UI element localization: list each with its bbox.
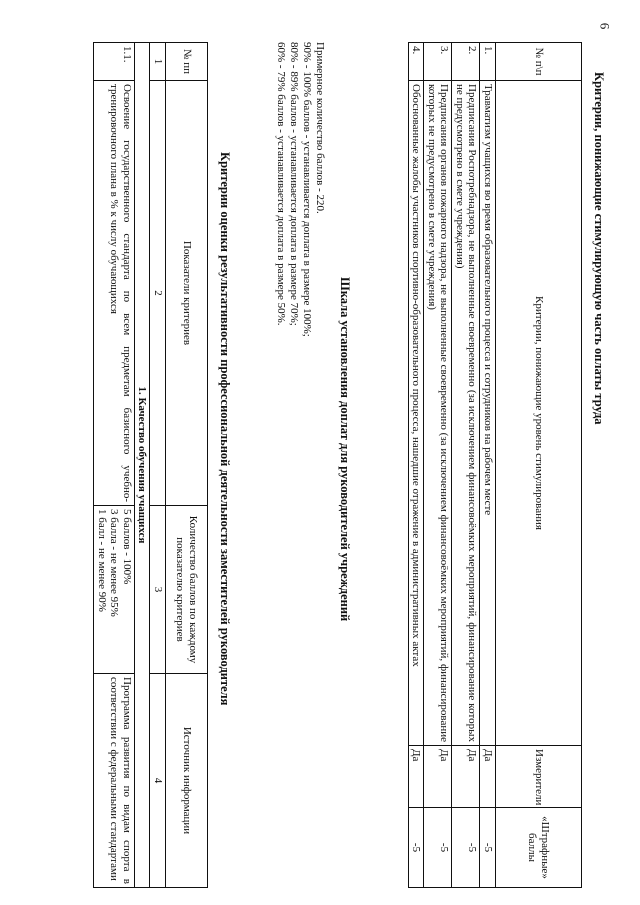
header-num: № п\п	[496, 43, 582, 81]
row-text: Травматизм учащихся во время образовательного процесса и сотрудников на рабочем месте	[480, 81, 496, 746]
page-number: 6	[597, 22, 613, 30]
row-num: 1.	[480, 43, 496, 81]
section3-title: Критерии оценки результативности профессиональной деятельности заместителей руководителя	[218, 152, 232, 706]
column-numbers-row	[150, 43, 166, 888]
row-num: 2.	[452, 43, 480, 81]
row-measure: Да	[424, 746, 452, 808]
table-row	[94, 43, 135, 888]
row-text: Предписания органов пожарного надзора, не выполненные своевременно (за исключением финансовоёмких мероприятий, финансирование которых не предусмотрено в смете учреждения)	[424, 81, 452, 746]
section2-title: Шкала установления доплат для руководителей учреждений	[338, 277, 352, 622]
points-line: 5 баллов - 100%	[121, 509, 133, 585]
row-text: Предписания Роспотребнадзора, не выполненные своевременно (за исключением финансовоёмких мероприятий, финансирование которых не предусмотрено в смете учреждения)	[452, 81, 480, 746]
row-text: Освоение государственного стандарта по всем предметам базисного учебно-тренировочного плана в % к числу обучающихся	[94, 81, 135, 506]
header-source: Источник информации	[166, 674, 208, 888]
points-line: 1 балл - не менее 90%	[96, 509, 108, 612]
header-penalty: «Штрафные» баллы	[496, 808, 582, 888]
row-text: Обоснованные жалобы участников спортивно-образовательного процесса, нашедшие отражение в административных актах	[409, 81, 425, 746]
row-points: -5	[452, 808, 480, 888]
row-points: -5	[424, 808, 452, 888]
row-measure: Да	[409, 746, 425, 808]
header-criteria: Критерии, понижающие уровень стимулирования	[496, 81, 582, 746]
row-points: -5	[409, 808, 425, 888]
col-number: 4	[150, 674, 166, 888]
row-measure: Да	[452, 746, 480, 808]
col-number: 3	[150, 506, 166, 674]
header-criteria: Показатели критериев	[166, 81, 208, 506]
scale-block	[274, 42, 326, 337]
group-title: 1. Качество обучения учащихся	[135, 43, 151, 888]
section1-title: Критерии, понижающие стимулирующую часть оплаты труда	[592, 72, 606, 425]
header-measure: Измерители	[496, 746, 582, 808]
table-row	[480, 43, 496, 888]
row-source: Программа развития по видам спорта в соответствии с федеральными стандартами	[94, 674, 135, 888]
row-num: 4.	[409, 43, 425, 81]
row-points	[94, 506, 135, 674]
evaluation-table	[94, 42, 209, 888]
rotated-page	[20, 12, 620, 892]
row-measure: Да	[480, 746, 496, 808]
col-number: 2	[150, 81, 166, 506]
table-row	[452, 43, 480, 888]
penalty-table	[408, 42, 582, 888]
row-num: 1.1.	[94, 43, 135, 81]
group-row	[135, 43, 151, 888]
col-number: 1	[150, 43, 166, 81]
table-row	[424, 43, 452, 888]
scale-line: 80% - 89% баллов - устанавливается доплата в размере 70%;	[288, 42, 300, 326]
points-line: 3 балла - не менее 95%	[108, 509, 121, 617]
scale-line: 60% - 79% баллов - устанавливается доплата в размере 50%.	[275, 42, 287, 326]
scale-line: Примерное количество баллов - 220.	[314, 42, 326, 214]
table-row	[409, 43, 425, 888]
row-num: 3.	[424, 43, 452, 81]
row-points: -5	[480, 808, 496, 888]
header-points: Количество баллов по каждому показателю критериев	[166, 506, 208, 674]
scale-line: 90% - 100% баллов - устанавливается доплата в размере 100%;	[301, 42, 313, 337]
header-num: № пп	[166, 43, 208, 81]
